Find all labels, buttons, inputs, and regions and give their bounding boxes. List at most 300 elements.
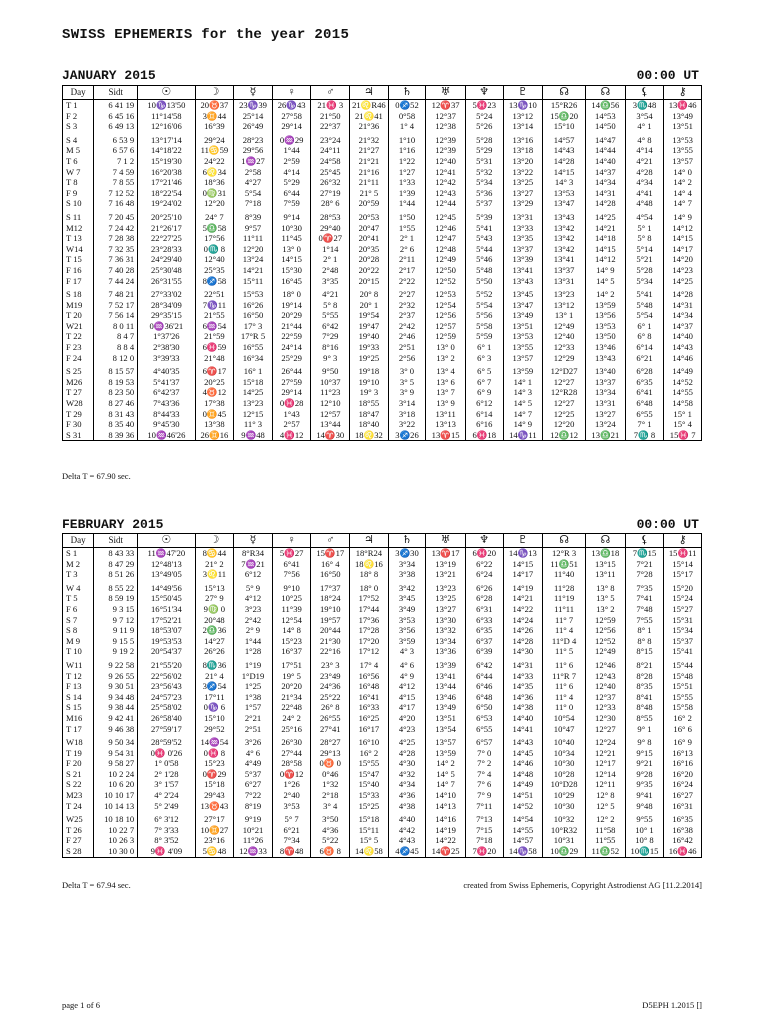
- position-cell: 13°36: [426, 646, 466, 657]
- position-cell: 14°40: [586, 156, 626, 167]
- position-cell: 12° 2: [586, 811, 626, 825]
- position-cell: 5°46: [465, 254, 503, 265]
- position-cell: 6°28: [625, 363, 664, 377]
- position-cell: 8°28: [625, 671, 664, 682]
- position-cell: 12°20: [195, 198, 234, 209]
- col-header-sidt: Sidt: [94, 86, 138, 100]
- table-row: [63, 167, 702, 178]
- position-cell: 16° 2: [350, 748, 389, 759]
- position-cell: 14♈25: [426, 846, 466, 857]
- position-cell: 20° 8: [350, 286, 389, 300]
- position-cell: 10°30: [272, 223, 311, 234]
- position-cell: 26°30: [272, 734, 311, 748]
- position-cell: 25°45: [311, 167, 350, 178]
- position-cell: 12°39: [426, 132, 466, 146]
- table-row: [63, 779, 702, 790]
- col-header-glyph-icon: ⚷: [664, 534, 702, 548]
- position-cell: 12° 5: [586, 801, 626, 812]
- table-row: [63, 233, 702, 244]
- position-cell: 16°56: [350, 671, 389, 682]
- position-cell: 15°34: [664, 625, 702, 636]
- position-cell: 3°59: [388, 636, 426, 647]
- position-cell: 14°49'56: [138, 580, 195, 594]
- position-cell: 21°55'20: [138, 657, 195, 671]
- position-cell: 12°45: [426, 209, 466, 223]
- col-header-glyph-icon: ♄: [388, 86, 426, 100]
- position-cell: 14°10: [426, 790, 466, 801]
- position-cell: 4°14: [625, 145, 664, 156]
- position-cell: 13°47: [503, 300, 543, 311]
- col-header-glyph-icon: ♅: [426, 534, 466, 548]
- position-cell: 27°58: [272, 111, 311, 122]
- table-row: [63, 286, 702, 300]
- position-cell: 14°21: [234, 265, 273, 276]
- position-cell: 7° 0: [465, 748, 503, 759]
- sidereal-time-cell: 10 30 0: [94, 846, 138, 857]
- position-cell: 4°30: [388, 758, 426, 769]
- position-cell: 7°21: [625, 559, 664, 570]
- position-cell: 17°56: [195, 233, 234, 244]
- day-cell: S 22: [63, 779, 94, 790]
- position-cell: 13°21: [426, 569, 466, 580]
- table-row: [63, 713, 702, 724]
- position-cell: 13°20: [503, 156, 543, 167]
- position-cell: 14° 2: [664, 177, 702, 188]
- position-cell: 11°14'58: [138, 111, 195, 122]
- position-cell: 3°23: [234, 604, 273, 615]
- position-cell: 5°41'37: [138, 377, 195, 388]
- position-cell: 2°32: [388, 300, 426, 311]
- day-cell: M 5: [63, 145, 94, 156]
- day-cell: T 27: [63, 387, 94, 398]
- day-cell: T 26: [63, 825, 94, 836]
- position-cell: 14°52: [503, 801, 543, 812]
- position-cell: 21° 2: [195, 559, 234, 570]
- position-cell: 29°56: [234, 145, 273, 156]
- position-cell: 11°23: [311, 387, 350, 398]
- position-cell: 2♎36: [195, 625, 234, 636]
- position-cell: 13°43: [503, 276, 543, 287]
- position-cell: 16° 9: [664, 734, 702, 748]
- position-cell: 18♌32: [350, 430, 389, 441]
- position-cell: 4°12: [388, 681, 426, 692]
- position-cell: 5♓27: [272, 548, 311, 559]
- position-cell: 13°51: [426, 713, 466, 724]
- position-cell: 9°41: [625, 790, 664, 801]
- day-cell: F 20: [63, 758, 94, 769]
- position-cell: 13♓46: [664, 100, 702, 111]
- day-cell: S 25: [63, 363, 94, 377]
- position-cell: 12°20: [543, 419, 586, 430]
- position-cell: 3° 9: [388, 387, 426, 398]
- position-cell: 15°30: [272, 265, 311, 276]
- position-cell: 4° 3: [388, 646, 426, 657]
- position-cell: 20°48: [195, 615, 234, 626]
- position-cell: 16°27: [664, 790, 702, 801]
- position-cell: 12°21: [586, 748, 626, 759]
- position-cell: 1° 4: [388, 121, 426, 132]
- position-cell: 11°40: [543, 569, 586, 580]
- table-row: [63, 121, 702, 132]
- position-cell: 13°25: [503, 177, 543, 188]
- position-cell: 1°14: [311, 244, 350, 255]
- position-cell: 14°34: [586, 177, 626, 188]
- position-cell: 13°13: [426, 419, 466, 430]
- position-cell: 3°39'33: [138, 353, 195, 364]
- position-cell: 14°34: [664, 310, 702, 321]
- position-cell: 7♓20: [465, 846, 503, 857]
- position-cell: 7° 4: [465, 769, 503, 780]
- position-cell: 14°57: [503, 835, 543, 846]
- position-cell: 7°13: [465, 811, 503, 825]
- position-cell: 22°51: [195, 286, 234, 300]
- position-cell: 14°18'22: [138, 145, 195, 156]
- position-cell: 14°16: [426, 811, 466, 825]
- position-cell: 13♑10: [503, 100, 543, 111]
- position-cell: 2°46: [388, 331, 426, 342]
- sidereal-time-cell: 8 55 22: [94, 580, 138, 594]
- day-cell: T 1: [63, 100, 94, 111]
- position-cell: 16°50: [311, 569, 350, 580]
- position-cell: 1°27: [388, 167, 426, 178]
- position-cell: 8°44'33: [138, 409, 195, 420]
- position-cell: 18°55: [350, 398, 389, 409]
- position-cell: 3°18: [388, 409, 426, 420]
- position-cell: 12°40: [586, 681, 626, 692]
- position-cell: 15°R26: [543, 100, 586, 111]
- col-header-glyph-icon: ♀: [272, 534, 311, 548]
- sidereal-time-cell: 10 2 24: [94, 769, 138, 780]
- position-cell: 14°28: [586, 198, 626, 209]
- page-number: page 1 of 6: [62, 1000, 101, 1010]
- position-cell: 8♐58: [195, 276, 234, 287]
- day-cell: W 7: [63, 167, 94, 178]
- position-cell: 5°22: [311, 835, 350, 846]
- position-cell: 14°35: [503, 681, 543, 692]
- position-cell: 5° 7: [272, 811, 311, 825]
- position-cell: 14°19: [503, 580, 543, 594]
- position-cell: 3°54: [625, 111, 664, 122]
- position-cell: 19°18: [350, 363, 389, 377]
- day-cell: F 17: [63, 276, 94, 287]
- position-cell: 14°28: [543, 156, 586, 167]
- position-cell: 12°43: [426, 188, 466, 199]
- sidereal-time-cell: 7 56 14: [94, 310, 138, 321]
- position-cell: 11°11: [234, 233, 273, 244]
- table-row: [63, 111, 702, 122]
- sidereal-time-cell: 9 11 9: [94, 625, 138, 636]
- sidereal-time-cell: 8 47 29: [94, 559, 138, 570]
- position-cell: 0♈12: [272, 769, 311, 780]
- position-cell: 5°26: [465, 121, 503, 132]
- position-cell: 7° 2: [465, 758, 503, 769]
- position-cell: 4°49: [234, 758, 273, 769]
- position-cell: 13°59: [586, 300, 626, 311]
- position-cell: 13°50: [586, 331, 626, 342]
- position-cell: 14°20: [664, 254, 702, 265]
- sidereal-time-cell: 8 4 7: [94, 331, 138, 342]
- position-cell: 7°41: [625, 593, 664, 604]
- sidereal-time-cell: 9 34 48: [94, 692, 138, 703]
- position-cell: 13°55: [664, 145, 702, 156]
- position-cell: 14°49: [503, 779, 543, 790]
- sidereal-time-cell: 6 41 19: [94, 100, 138, 111]
- day-cell: S 15: [63, 702, 94, 713]
- position-cell: 0♈29: [195, 769, 234, 780]
- position-cell: 4°27: [234, 177, 273, 188]
- position-cell: 13° 6: [426, 377, 466, 388]
- position-cell: 6° 3'12: [138, 811, 195, 825]
- position-cell: 10°D28: [543, 779, 586, 790]
- position-cell: 5°34: [465, 177, 503, 188]
- sidereal-time-cell: 8 23 50: [94, 387, 138, 398]
- position-cell: 17°12: [350, 646, 389, 657]
- position-cell: 28°53: [311, 209, 350, 223]
- position-cell: 27°41: [311, 724, 350, 735]
- position-cell: 21°50: [311, 111, 350, 122]
- header-row: [63, 86, 702, 100]
- sidereal-time-cell: 9 54 31: [94, 748, 138, 759]
- position-cell: 13°53: [664, 132, 702, 146]
- position-cell: 3♐26: [388, 430, 426, 441]
- table-row: [63, 615, 702, 626]
- position-cell: 14♌58: [350, 846, 389, 857]
- position-cell: 13°24: [234, 254, 273, 265]
- position-cell: 3°22: [388, 419, 426, 430]
- col-header-glyph-icon: ☽: [195, 534, 234, 548]
- position-cell: 17°37: [311, 580, 350, 594]
- table-row: [63, 177, 702, 188]
- position-cell: 7° 1: [625, 419, 664, 430]
- position-cell: 11°45: [272, 233, 311, 244]
- position-cell: 17°36: [350, 615, 389, 626]
- position-cell: 6°42'37: [138, 387, 195, 398]
- position-cell: 16° 4: [311, 559, 350, 570]
- position-cell: 13°23: [543, 286, 586, 300]
- position-cell: 13°49: [503, 310, 543, 321]
- position-cell: 3°45: [388, 593, 426, 604]
- position-cell: 6° 7: [465, 377, 503, 388]
- position-cell: 7°18: [234, 198, 273, 209]
- position-cell: 3°56: [388, 625, 426, 636]
- position-cell: 14°43: [503, 734, 543, 748]
- day-cell: T 6: [63, 156, 94, 167]
- day-cell: T 24: [63, 801, 94, 812]
- table-row: [63, 681, 702, 692]
- position-cell: 11° 0: [543, 702, 586, 713]
- position-cell: 1° 0'58: [138, 758, 195, 769]
- position-cell: 12°27: [543, 377, 586, 388]
- sidereal-time-cell: 10 6 20: [94, 779, 138, 790]
- sidereal-time-cell: 7 8 55: [94, 177, 138, 188]
- position-cell: 12°49: [586, 646, 626, 657]
- day-cell: M 9: [63, 636, 94, 647]
- position-cell: 2° 1: [311, 254, 350, 265]
- position-cell: 6°35: [465, 625, 503, 636]
- position-cell: 6°26: [465, 580, 503, 594]
- position-cell: 19° 5: [272, 671, 311, 682]
- day-cell: T 10: [63, 646, 94, 657]
- position-cell: 4° 8: [625, 132, 664, 146]
- position-cell: 4°14: [272, 167, 311, 178]
- table-row: [63, 398, 702, 409]
- position-cell: 20°41: [350, 233, 389, 244]
- position-cell: 13°27: [426, 604, 466, 615]
- sidereal-time-cell: 8 39 36: [94, 430, 138, 441]
- position-cell: 10°R32: [543, 825, 586, 836]
- position-cell: 18°R24: [350, 548, 389, 559]
- position-cell: 12°44: [426, 198, 466, 209]
- position-cell: 6°16: [465, 419, 503, 430]
- position-cell: 5♎58: [195, 223, 234, 234]
- position-cell: 15°11: [350, 825, 389, 836]
- position-cell: 14♈30: [311, 430, 350, 441]
- position-cell: 3°49: [388, 604, 426, 615]
- position-cell: 19°14: [272, 300, 311, 311]
- position-cell: 4°54: [625, 209, 664, 223]
- position-cell: 4°17: [388, 702, 426, 713]
- position-cell: 16°31: [664, 801, 702, 812]
- position-cell: 13°12: [503, 111, 543, 122]
- position-cell: 15°55: [664, 692, 702, 703]
- position-cell: 5°24: [465, 111, 503, 122]
- position-cell: 13° 0: [426, 342, 466, 353]
- position-cell: 11°39: [272, 604, 311, 615]
- day-cell: S 11: [63, 209, 94, 223]
- col-header-glyph-icon: ☉: [138, 534, 195, 548]
- position-cell: 2°42: [234, 615, 273, 626]
- position-cell: 2° 9: [234, 625, 273, 636]
- position-cell: 16°48: [350, 681, 389, 692]
- position-cell: 7° 6: [465, 779, 503, 790]
- position-cell: 13° 2: [586, 604, 626, 615]
- position-cell: 14°51: [503, 790, 543, 801]
- position-cell: 2°56: [388, 353, 426, 364]
- position-cell: 1°39: [388, 188, 426, 199]
- position-cell: 5°59: [465, 331, 503, 342]
- day-cell: S 14: [63, 692, 94, 703]
- position-cell: 4° 1: [625, 121, 664, 132]
- position-cell: 4°42: [388, 825, 426, 836]
- position-cell: 13° 2: [426, 353, 466, 364]
- position-cell: 13°37: [586, 377, 626, 388]
- position-cell: 13°23: [234, 398, 273, 409]
- position-cell: 1°10: [388, 132, 426, 146]
- position-cell: 11° 4: [543, 625, 586, 636]
- position-cell: 12°40: [543, 331, 586, 342]
- sidereal-time-cell: 10 22 7: [94, 825, 138, 836]
- position-cell: 20°54'37: [138, 646, 195, 657]
- position-cell: 1°43: [272, 409, 311, 420]
- position-cell: 16°17: [350, 724, 389, 735]
- position-cell: 14°31: [586, 188, 626, 199]
- position-cell: 9°35: [625, 779, 664, 790]
- position-cell: 14°17: [503, 569, 543, 580]
- position-cell: 26♑43: [272, 100, 311, 111]
- position-cell: 13° 8: [586, 580, 626, 594]
- position-cell: 0♑ 6: [195, 702, 234, 713]
- sidereal-time-cell: 6 45 16: [94, 111, 138, 122]
- position-cell: 6°27: [234, 779, 273, 790]
- position-cell: 4°28: [388, 748, 426, 759]
- position-cell: 28°27: [311, 734, 350, 748]
- position-cell: 20° 1: [350, 300, 389, 311]
- position-cell: 28°23: [234, 132, 273, 146]
- position-cell: 23°28'33: [138, 244, 195, 255]
- position-cell: 14° 9: [664, 209, 702, 223]
- day-cell: W14: [63, 244, 94, 255]
- table-row: [63, 276, 702, 287]
- position-cell: 13°34: [426, 636, 466, 647]
- position-cell: 14°15: [503, 559, 543, 570]
- position-cell: 9°15: [625, 748, 664, 759]
- position-cell: 14♑58: [503, 846, 543, 857]
- sidereal-time-cell: 7 12 52: [94, 188, 138, 199]
- position-cell: 18♌16: [350, 559, 389, 570]
- position-cell: 21♓ 3: [311, 100, 350, 111]
- position-cell: 4♉12: [195, 387, 234, 398]
- sidereal-time-cell: 6 49 13: [94, 121, 138, 132]
- position-cell: 13°55: [503, 342, 543, 353]
- position-cell: 18° 8: [350, 569, 389, 580]
- position-cell: 7°48: [625, 604, 664, 615]
- position-cell: 27°19: [311, 188, 350, 199]
- position-cell: 6°39: [465, 646, 503, 657]
- position-cell: 23°16: [195, 835, 234, 846]
- position-cell: 29°52: [195, 724, 234, 735]
- position-cell: 7° 3'33: [138, 825, 195, 836]
- position-cell: 21°32: [350, 132, 389, 146]
- position-cell: 22°56'02: [138, 671, 195, 682]
- position-cell: 20°29: [272, 310, 311, 321]
- position-cell: 6°24: [465, 569, 503, 580]
- position-cell: 14° 8: [272, 625, 311, 636]
- position-cell: 1°38: [234, 692, 273, 703]
- position-cell: 13°44: [311, 419, 350, 430]
- col-header-glyph-icon: ♃: [350, 86, 389, 100]
- position-cell: 4°23: [388, 724, 426, 735]
- position-cell: 9°48: [625, 801, 664, 812]
- position-cell: 13°45: [503, 286, 543, 300]
- position-cell: 14♑11: [503, 430, 543, 441]
- sidereal-time-cell: 9 7 12: [94, 615, 138, 626]
- position-cell: 15° 5: [350, 835, 389, 846]
- col-header-glyph-icon: ☿: [234, 534, 273, 548]
- position-cell: 7°35: [625, 580, 664, 594]
- position-cell: 2° 1'28: [138, 769, 195, 780]
- position-cell: 18°36: [195, 177, 234, 188]
- col-header-glyph-icon: ♄: [388, 534, 426, 548]
- position-cell: 13°19: [426, 559, 466, 570]
- position-cell: 12°59: [586, 615, 626, 626]
- position-cell: 6°42: [311, 321, 350, 332]
- position-cell: 8°35: [625, 681, 664, 692]
- position-cell: 6°21: [272, 825, 311, 836]
- day-cell: F 24: [63, 353, 94, 364]
- table-row: [63, 331, 702, 342]
- position-cell: 13°35: [503, 233, 543, 244]
- document-id: D5EPH 1.2015 []: [642, 1000, 702, 1010]
- position-cell: 6°28: [465, 593, 503, 604]
- position-cell: 8°R34: [234, 548, 273, 559]
- position-cell: 12°54: [272, 615, 311, 626]
- col-header-glyph-icon: ⚸: [625, 86, 664, 100]
- position-cell: 9° 8: [625, 734, 664, 748]
- position-cell: 15°47: [350, 769, 389, 780]
- table-row: [63, 353, 702, 364]
- position-cell: 0♓ 0'26: [138, 748, 195, 759]
- position-cell: 17°44: [350, 604, 389, 615]
